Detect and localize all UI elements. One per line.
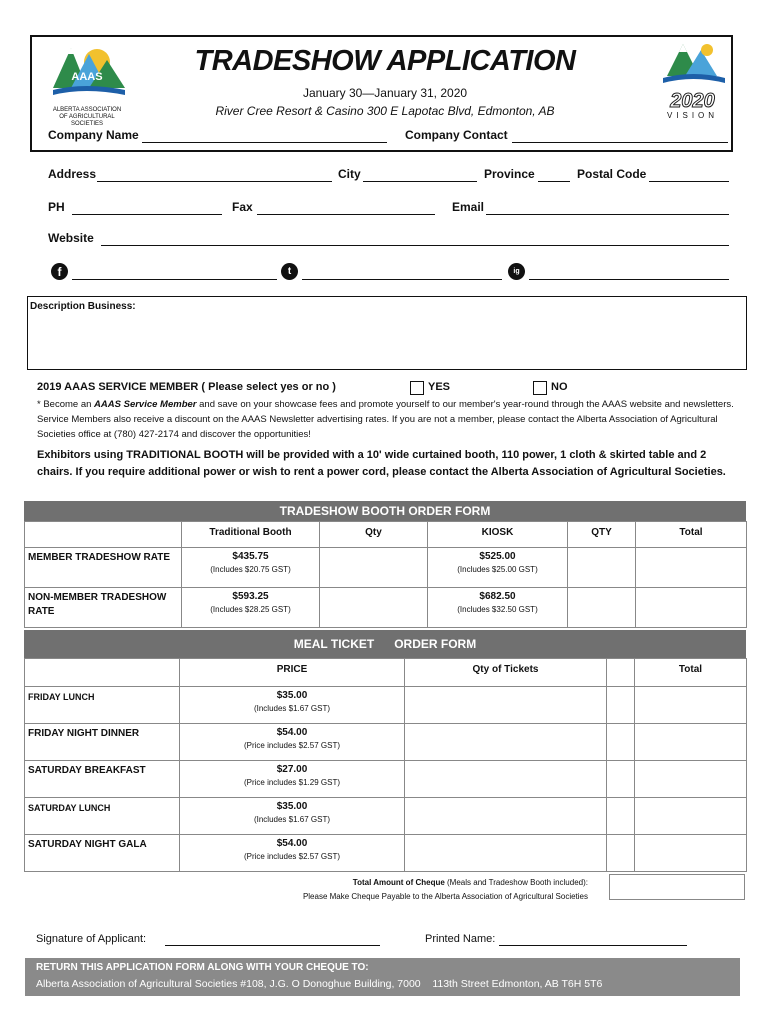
instagram-field[interactable] <box>529 279 729 280</box>
cheque-payable-note: Please Make Cheque Payable to the Alberta Association of Agricultural Societies <box>302 892 588 901</box>
fax-label: Fax <box>232 200 253 214</box>
company-contact-label: Company Contact <box>405 128 508 142</box>
meal-header-total: Total <box>635 659 747 687</box>
meal-spacer-cell <box>607 835 635 872</box>
meal-qty-input[interactable] <box>405 724 607 761</box>
meal-row-label: SATURDAY NIGHT GALA <box>25 835 180 872</box>
meal-total-input[interactable] <box>635 798 747 835</box>
email-label: Email <box>452 200 485 214</box>
membership-note: * Become an AAAS Service Member and save on your showcase fees and promote yourself to our member's year-round through the AAAS website and newsletters. Service Members also receive a discount on the AAAS Newsletter advertising rates. If you are not a member, please contact the Alberta Association of Agricultural Societies office at (780) 427-2174 and discover the opportunities! <box>37 399 734 440</box>
meal-spacer-cell <box>607 687 635 724</box>
meal-total-input[interactable] <box>635 687 747 724</box>
kiosk-qty-input[interactable] <box>568 548 636 588</box>
province-label: Province <box>484 167 535 181</box>
booth-total-input[interactable] <box>636 588 747 628</box>
printed-name-field[interactable] <box>499 945 687 946</box>
meal-row-label: SATURDAY BREAKFAST <box>25 761 180 798</box>
booth-row-label: MEMBER TRADESHOW RATE <box>25 548 182 588</box>
booth-header-kiosk: KIOSK <box>428 522 568 548</box>
meal-header-empty <box>25 659 180 687</box>
email-field[interactable] <box>486 214 729 215</box>
yes-label: YES <box>428 381 451 393</box>
meal-row-label: FRIDAY LUNCH <box>25 687 180 724</box>
printed-name-label: Printed Name: <box>425 933 496 945</box>
city-field[interactable] <box>363 181 477 182</box>
no-label: NO <box>551 381 568 393</box>
meal-row-label: FRIDAY NIGHT DINNER <box>25 724 180 761</box>
postal-code-field[interactable] <box>649 181 729 182</box>
meal-header-qty: Qty of Tickets <box>405 659 607 687</box>
meal-spacer-cell <box>607 798 635 835</box>
table-row <box>25 761 747 798</box>
return-address: Alberta Association of Agricultural Societies #108, J.G. O Donoghue Building, 7000 113th Street Edmonton, AB T6H 5T6 <box>36 978 603 990</box>
booth-form-title: TRADESHOW BOOTH ORDER FORM <box>24 501 746 521</box>
description-label: Description Business: <box>30 301 136 312</box>
meal-qty-input[interactable] <box>405 798 607 835</box>
booth-total-input[interactable] <box>636 548 747 588</box>
table-row <box>25 548 747 588</box>
booth-row-label: NON-MEMBER TRADESHOW RATE <box>25 588 182 628</box>
booth-price-cell: $435.75 (Includes $20.75 GST) <box>182 548 320 588</box>
company-name-field[interactable] <box>142 142 387 143</box>
meal-qty-input[interactable] <box>405 687 607 724</box>
instagram-icon: ig <box>508 263 525 280</box>
table-row <box>25 588 747 628</box>
twitter-field[interactable] <box>302 279 502 280</box>
province-field[interactable] <box>538 181 570 182</box>
event-dates: January 30—January 31, 2020 <box>302 86 468 100</box>
address-field[interactable] <box>97 181 332 182</box>
meal-qty-input[interactable] <box>405 761 607 798</box>
fax-field[interactable] <box>257 214 435 215</box>
postal-code-label: Postal Code <box>577 167 647 181</box>
address-label: Address <box>48 167 97 181</box>
facebook-icon: f <box>51 263 68 280</box>
meal-spacer-cell <box>607 724 635 761</box>
meal-price-cell: $54.00 (Price includes $2.57 GST) <box>180 835 405 872</box>
meal-price-cell: $35.00 (Includes $1.67 GST) <box>180 687 405 724</box>
booth-header-traditional: Traditional Booth <box>182 522 320 548</box>
membership-question: 2019 AAAS SERVICE MEMBER ( Please select yes or no ) <box>37 381 336 393</box>
facebook-field[interactable] <box>72 279 277 280</box>
meal-row-label: SATURDAY LUNCH <box>25 798 180 835</box>
signature-field[interactable] <box>165 945 380 946</box>
booth-order-table <box>24 521 747 628</box>
return-heading: RETURN THIS APPLICATION FORM ALONG WITH YOUR CHEQUE TO: <box>36 962 369 973</box>
meal-total-input[interactable] <box>635 724 747 761</box>
meal-form-title: MEAL TICKET ORDER FORM <box>24 630 746 658</box>
aaas-logo-text: ALBERTA ASSOCIATION OF AGRICULTURAL SOCIETIES <box>52 107 122 127</box>
phone-label: PH <box>48 200 65 214</box>
total-cheque-label: Total Amount of Cheque (Meals and Tradeshow Booth included): <box>352 878 588 887</box>
kiosk-qty-input[interactable] <box>568 588 636 628</box>
booth-note: Exhibitors using TRADITIONAL BOOTH will be provided with a 10' wide curtained booth, 110 power, 1 cloth & skirted table and 2 chairs. If you require additional power or wish to rent a power cord, please contact the Alberta Association of Agricultural Societies. <box>37 449 726 478</box>
booth-qty-input[interactable] <box>320 588 428 628</box>
booth-header-total: Total <box>636 522 747 548</box>
kiosk-price-cell: $525.00 (Includes $25.00 GST) <box>428 548 568 588</box>
table-row <box>25 798 747 835</box>
vision-year: 2020 <box>670 90 715 112</box>
meal-price-cell: $35.00 (Includes $1.67 GST) <box>180 798 405 835</box>
kiosk-price-cell: $682.50 (Includes $32.50 GST) <box>428 588 568 628</box>
meal-total-input[interactable] <box>635 835 747 872</box>
event-venue: River Cree Resort & Casino 300 E Lapotac Blvd, Edmonton, AB <box>215 104 555 118</box>
yes-checkbox[interactable] <box>410 381 424 395</box>
meal-price-cell: $54.00 (Price includes $2.57 GST) <box>180 724 405 761</box>
company-contact-field[interactable] <box>512 142 728 143</box>
meal-price-cell: $27.00 (Price includes $1.29 GST) <box>180 761 405 798</box>
svg-text:AAAS: AAAS <box>71 71 103 83</box>
vision-word: VISION <box>666 111 719 120</box>
no-checkbox[interactable] <box>533 381 547 395</box>
total-cheque-input[interactable] <box>609 874 745 900</box>
table-row <box>25 687 747 724</box>
page-title: TRADESHOW APPLICATION <box>194 45 576 77</box>
website-field[interactable] <box>101 245 729 246</box>
meal-qty-input[interactable] <box>405 835 607 872</box>
meal-header-spacer <box>607 659 635 687</box>
company-name-label: Company Name <box>48 128 139 142</box>
table-row <box>25 835 747 872</box>
meal-header-price: PRICE <box>180 659 405 687</box>
booth-qty-input[interactable] <box>320 548 428 588</box>
website-label: Website <box>48 231 94 245</box>
booth-header-kiosk-qty: QTY <box>568 522 636 548</box>
meal-total-input[interactable] <box>635 761 747 798</box>
booth-header-empty <box>25 522 182 548</box>
city-label: City <box>338 167 361 181</box>
booth-price-cell: $593.25 (Includes $28.25 GST) <box>182 588 320 628</box>
meal-order-table <box>24 658 747 872</box>
table-row <box>25 724 747 761</box>
phone-field[interactable] <box>72 214 222 215</box>
booth-header-qty: Qty <box>320 522 428 548</box>
signature-label: Signature of Applicant: <box>36 933 147 945</box>
meal-spacer-cell <box>607 761 635 798</box>
twitter-icon: t <box>281 263 298 280</box>
